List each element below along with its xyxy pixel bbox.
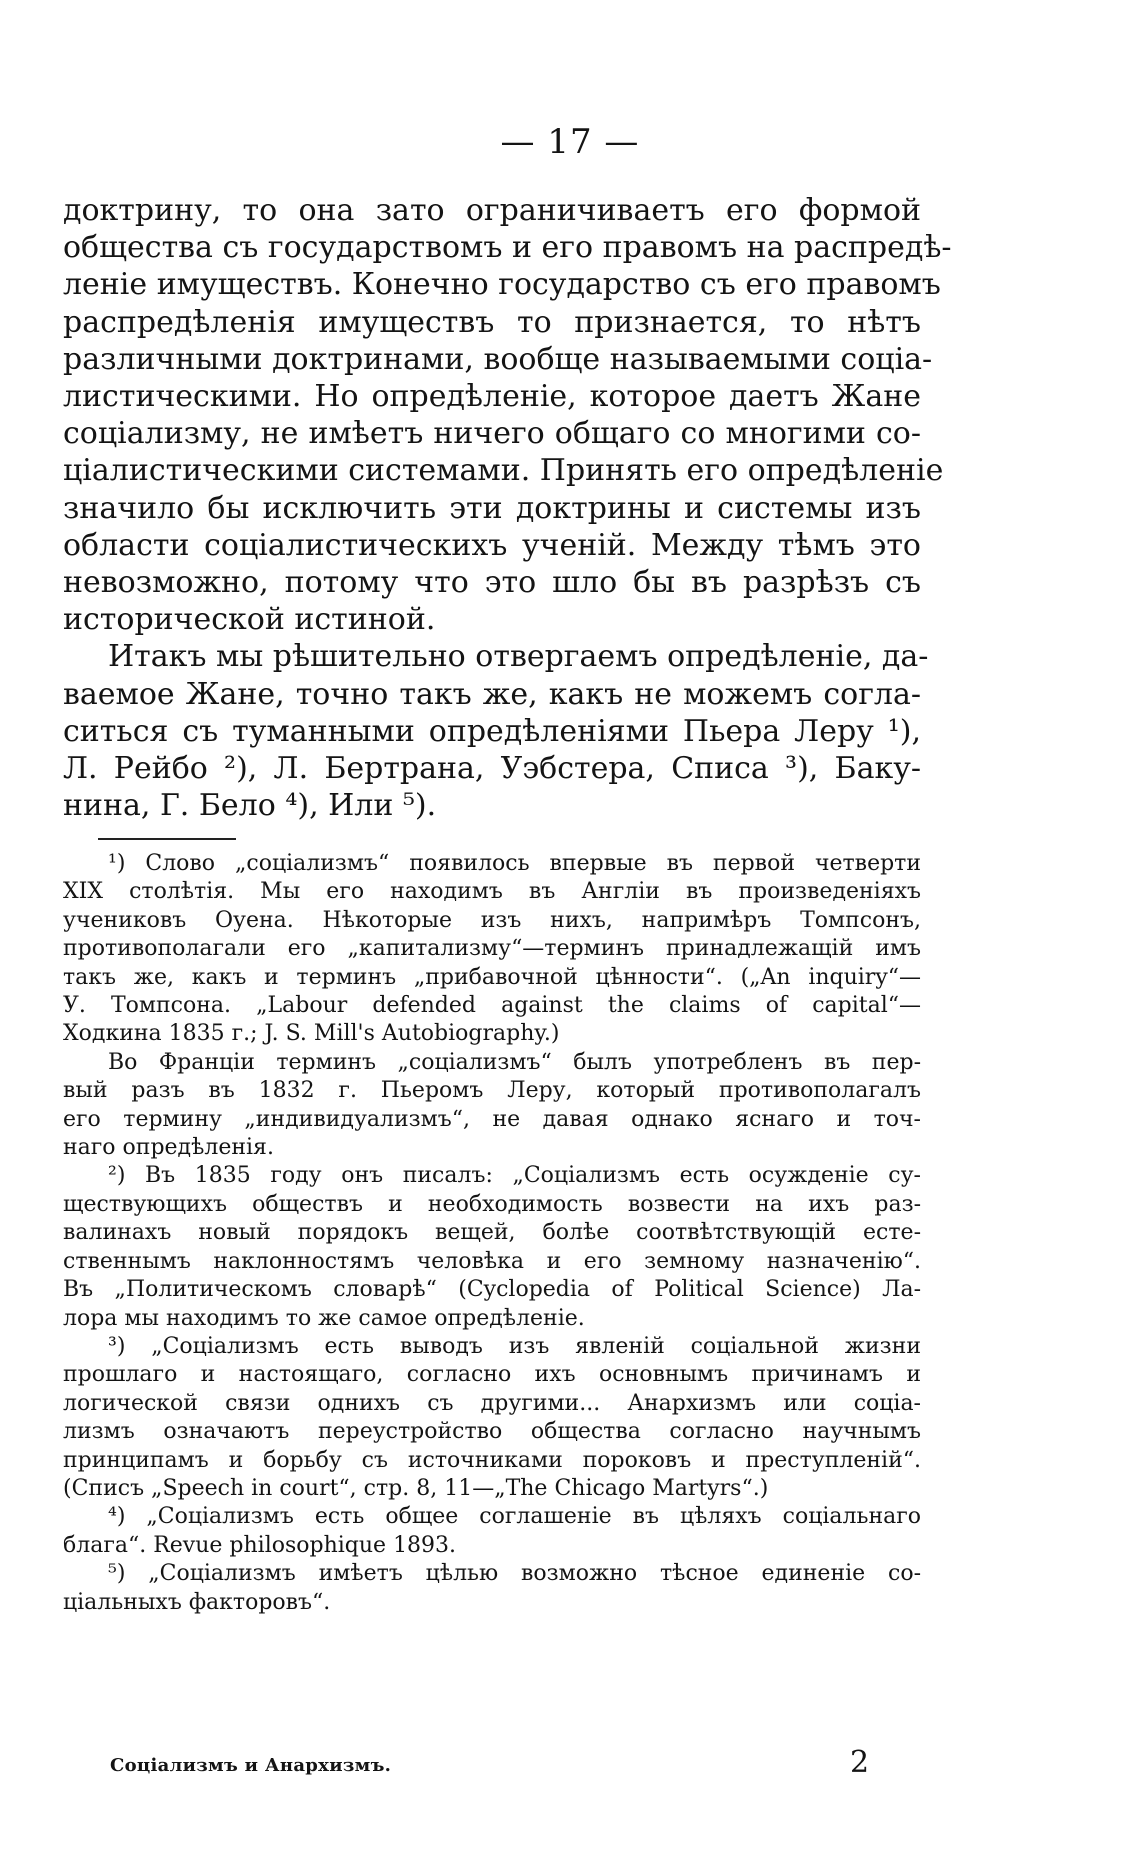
text-line: ситься съ туманными опредѣленiями Пьера Леру ¹), — [63, 713, 921, 749]
footnote-line: ⁵) „Соцiализмъ имѣетъ цѣлью возможно тѣсное единенiе со- — [108, 1561, 921, 1587]
sheet-number: 2 — [850, 1745, 870, 1780]
footnote-line: противополагали его „капитализму“—терминъ принадлежащiй имъ — [63, 936, 921, 962]
footnote-line: У. Томпсона. „Labour defended against the claims of capital“— — [63, 993, 921, 1019]
footnote-line: его термину „индивидуализмъ“, не давая однако яснаго и точ- — [63, 1106, 921, 1132]
footnote-line: логической связи однихъ съ другими... Анархизмъ или соцiа- — [63, 1390, 921, 1416]
footnote-line: вый разъ въ 1832 г. Пьеромъ Леру, который противополагалъ — [63, 1078, 921, 1104]
footnote-line: лора мы находимъ то же самое опредѣленiе. — [63, 1305, 585, 1331]
text-line: ленiе имуществъ. Конечно государство съ его правомъ — [63, 267, 941, 303]
footnote-line: Въ „Политическомъ словарѣ“ (Cyclopedia of Political Science) Ла- — [63, 1277, 921, 1303]
text-line: распредѣленiя имуществъ то признается, то нѣтъ — [63, 304, 921, 340]
footnote-line: Ходкина 1835 г.; J. S. Mill's Autobiography.) — [63, 1021, 560, 1047]
footnote-line: такъ же, какъ и терминъ „прибавочной цѣнности“. („An inquiry“— — [63, 964, 921, 990]
footnote-line: принципамъ и борьбу съ источниками пороковъ и преступленiй“. — [63, 1447, 921, 1473]
footnote-line: ⁴) „Соцiализмъ есть общее соглашенiе въ цѣляхъ соцiальнаго — [108, 1504, 921, 1530]
page-number: — 17 — — [500, 122, 640, 162]
text-line: области соцiалистическихъ ученiй. Между тѣмъ это — [63, 527, 921, 563]
text-line: значило бы исключить эти доктрины и системы изъ — [63, 490, 921, 526]
text-line: Итакъ мы рѣшительно отвергаемъ опредѣленiе, да- — [108, 639, 929, 675]
footnote-line: блага“. Revue philosophique 1893. — [63, 1532, 457, 1558]
text-line: соцiализму, не имѣетъ ничего общаго со многими со- — [63, 416, 921, 452]
footnote-line: учениковъ Оуена. Нѣкоторые изъ нихъ, напримѣръ Томпсонъ, — [63, 907, 921, 933]
text-line: невозможно, потому что это шло бы въ разрѣзъ съ — [63, 565, 921, 601]
printer-signature: Соцiализмъ и Анархизмъ. — [110, 1755, 392, 1776]
footnote-line: ³) „Соцiализмъ есть выводъ изъ явленiй соцiальной жизни — [108, 1333, 921, 1359]
footnote-line: лизмъ означаютъ переустройство общества согласно научнымъ — [63, 1419, 921, 1445]
footnote-line: ²) Въ 1835 году онъ писалъ: „Соцiализмъ есть осужденiе су- — [108, 1163, 921, 1189]
main-text — [63, 192, 952, 824]
footnote-line: прошлаго и настоящаго, согласно ихъ основнымъ причинамъ и — [63, 1362, 921, 1388]
text-line: различными доктринами, вообще называемыми соцiа- — [63, 341, 933, 377]
footnotes — [63, 850, 921, 1617]
footnote-line: наго опредѣленiя. — [63, 1135, 274, 1161]
footnote-line: ¹) Слово „соцiализмъ“ появилось впервые въ первой четверти — [108, 851, 921, 876]
footnote-divider — [98, 838, 236, 840]
footnote-line: (Списъ „Speech in court“, стр. 8, 11—„The Chicago Martyrs“.) — [63, 1475, 769, 1501]
footnote-line: цiальныхъ факторовъ“. — [63, 1589, 331, 1615]
footnote-line: XIX столѣтiя. Мы его находимъ въ Англiи въ произведенiяхъ — [63, 879, 921, 905]
text-line: ваемое Жане, точно такъ же, какъ не можемъ согла- — [63, 676, 921, 712]
text-line: исторической истиной. — [63, 602, 436, 638]
footnote-line: Во Францiи терминъ „соцiализмъ“ былъ употребленъ въ пер- — [108, 1049, 921, 1075]
text-line: цiалистическими системами. Принять его опредѣленiе — [63, 453, 944, 489]
footnote-line: ществующихъ обществъ и необходимость возвести на ихъ раз- — [63, 1191, 921, 1217]
text-line: Л. Рейбо ²), Л. Бертрана, Уэбстера, Списа ³), Баку- — [63, 751, 921, 787]
footnote-line: ственнымъ наклонностямъ человѣка и его земному назначенiю“. — [63, 1248, 921, 1274]
text-line: общества съ государствомъ и его правомъ на распредѣ- — [63, 230, 952, 266]
footnote-line: валинахъ новый порядокъ вещей, болѣе соотвѣтствующiй есте- — [63, 1220, 921, 1246]
text-line: нина, Г. Бело ⁴), Или ⁵). — [63, 788, 437, 824]
text-line: листическими. Но опредѣленiе, которое даетъ Жане — [63, 379, 921, 415]
text-line: доктрину, то она зато ограничиваетъ его формой — [63, 193, 921, 228]
